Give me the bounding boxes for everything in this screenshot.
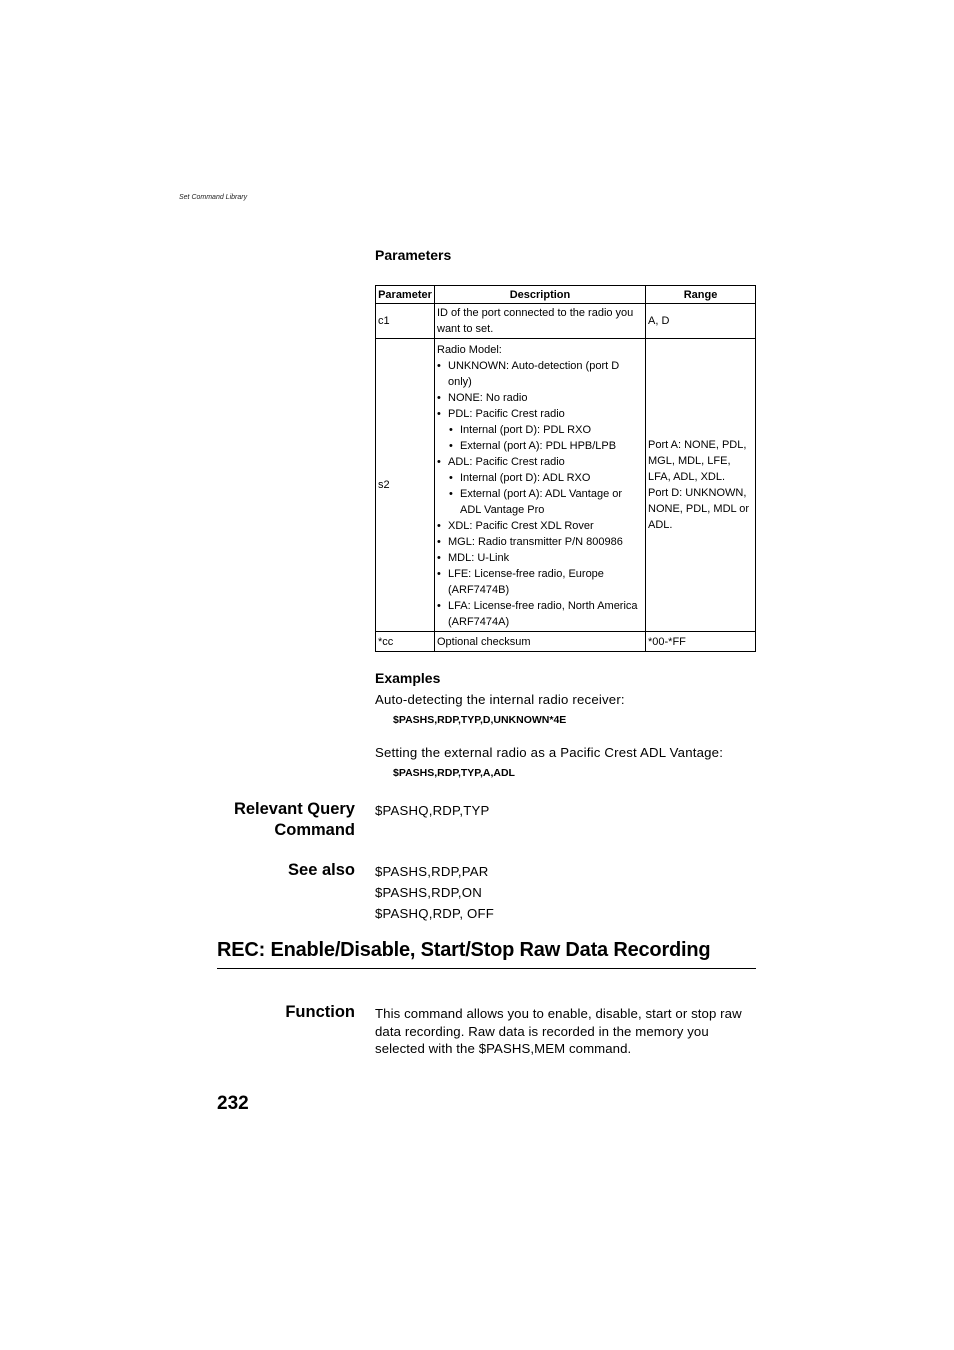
list-item: • Internal (port D): PDL RXO (449, 422, 643, 438)
see-also-list (375, 861, 494, 924)
example-1-command: $PASHS,RDP,TYP,D,UNKNOWN*4E (393, 714, 567, 726)
see-also-item: $PASHQ,RDP, OFF (375, 906, 495, 921)
relevant-query-heading-line2: Command (274, 821, 355, 839)
function-text: This command allows you to enable, disable, start or stop raw data recording. Raw data is recorded in the memory you selected with the $PASHS,MEM command. (375, 1006, 742, 1057)
section-divider (217, 968, 756, 969)
list-item: • LFE: License-free radio, Europe (ARF7474B) (437, 566, 643, 598)
list-item: • MGL: Radio transmitter P/N 800986 (437, 534, 643, 550)
range-cell: *00-*FF (646, 632, 756, 652)
see-also-heading: See also (288, 861, 355, 879)
bullet-list (437, 518, 643, 630)
param-cell: c1 (376, 304, 435, 339)
sub-bullet-list (437, 470, 643, 518)
description-cell (435, 339, 646, 632)
sub-bullet-list (437, 422, 643, 454)
header-description: Description (435, 286, 646, 304)
table-row (376, 339, 756, 632)
description-cell: ID of the port connected to the radio you want to set. (435, 304, 646, 339)
page-number: 232 (217, 1093, 249, 1114)
relevant-query-heading-line1: Relevant Query (233, 800, 355, 818)
list-item: • NONE: No radio (437, 390, 643, 406)
list-item: • External (port A): ADL Vantage or ADL Vantage Pro (449, 486, 643, 518)
example-2-text: Setting the external radio as a Pacific Crest ADL Vantage: (375, 745, 724, 760)
bullet-list (437, 454, 643, 470)
parameters-heading: Parameters (375, 247, 452, 263)
list-item: • MDL: U-Link (437, 550, 643, 566)
list-item: • PDL: Pacific Crest radio (437, 406, 643, 422)
table-row (376, 632, 756, 652)
function-heading: Function (285, 1003, 355, 1021)
see-also-item: $PASHS,RDP,ON (375, 885, 482, 900)
list-item: • UNKNOWN: Auto-detection (port D only) (437, 358, 643, 390)
example-2-command: $PASHS,RDP,TYP,A,ADL (393, 767, 515, 779)
list-item: • XDL: Pacific Crest XDL Rover (437, 518, 643, 534)
bullet-list (437, 358, 643, 422)
list-item: • ADL: Pacific Crest radio (437, 454, 643, 470)
param-cell: s2 (376, 339, 435, 632)
relevant-query-command: $PASHQ,RDP,TYP (375, 803, 490, 818)
section-title: REC: Enable/Disable, Start/Stop Raw Data Recording (217, 939, 711, 961)
param-cell: *cc (376, 632, 435, 652)
examples-heading: Examples (375, 670, 441, 686)
table-row (376, 304, 756, 339)
list-item: • Internal (port D): ADL RXO (449, 470, 643, 486)
range-cell: Port A: NONE, PDL, MGL, MDL, LFE, LFA, ADL, XDL. Port D: UNKNOWN, NONE, PDL, MDL or ADL. (646, 339, 756, 632)
parameters-table (375, 285, 756, 652)
table-header-row (376, 286, 756, 304)
radio-model-label: Radio Model: (437, 344, 502, 356)
see-also-item: $PASHS,RDP,PAR (375, 864, 489, 879)
list-item: • LFA: License-free radio, North America (ARF7474A) (437, 598, 643, 630)
header-parameter: Parameter (376, 286, 435, 304)
description-cell: Optional checksum (435, 632, 646, 652)
relevant-query-heading (155, 799, 355, 841)
range-cell: A, D (646, 304, 756, 339)
list-item: • External (port A): PDL HPB/LPB (449, 438, 643, 454)
header-range: Range (646, 286, 756, 304)
running-header: Set Command Library (179, 194, 248, 201)
example-1-text: Auto-detecting the internal radio receiver: (375, 692, 625, 707)
